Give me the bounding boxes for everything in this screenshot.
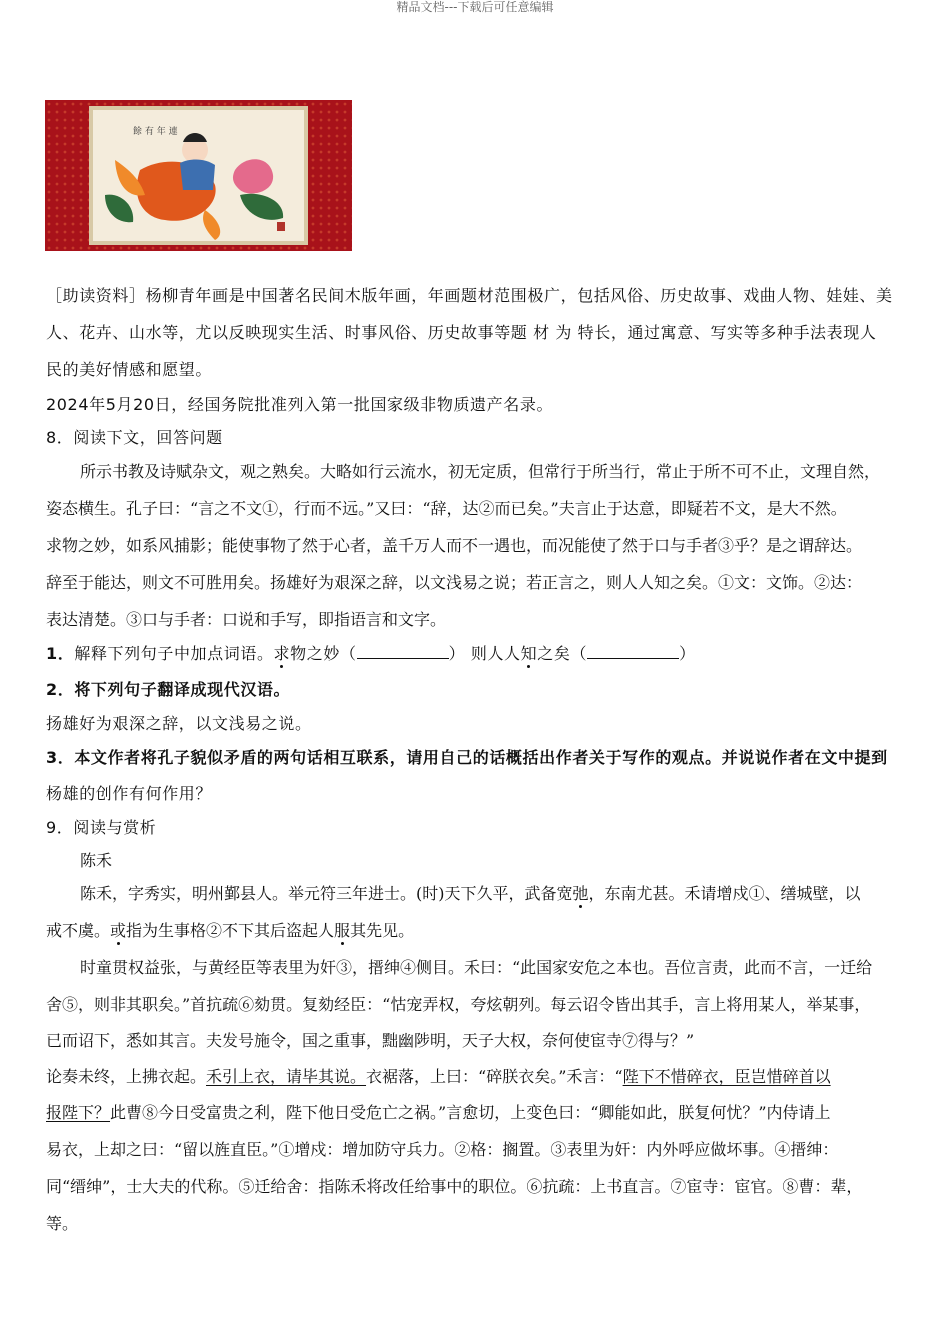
reading-line-3: 民的美好情感和愿望。 <box>46 360 213 379</box>
q8-sub3-b: 杨雄的创作有何作用？ <box>46 784 213 803</box>
reading-line-4: 2024年5月20日，经国务院批准列入第一批国家级非物质遗产名录。 <box>46 395 554 414</box>
q8-passage-3: 求物之妙，如系风捕影；能使事物了然于心者，盖千万人而不一遇也，而况能使了然于口与手者③乎？是之谓辞达。 <box>46 536 863 555</box>
answer-blank-1[interactable] <box>357 644 449 659</box>
q8-passage-2: 姿态横生。孔子曰：“言之不文①，行而不远。”又曰：“辞，达②而已矣。”夫言止于达意，即疑若不文，是大不然。 <box>46 499 847 518</box>
q8-sub2-text: 扬雄好为艰深之辞，以文浅易之说。 <box>46 714 312 733</box>
q9-passage-10: 等。 <box>46 1214 79 1233</box>
nianhua-image <box>45 100 352 251</box>
q9-article-name: 陈禾 <box>80 851 113 870</box>
q8-title: 8．阅读下文，回答问题 <box>46 428 223 447</box>
q9-passage-4: 舍⑤，则非其职矣。”首抗疏⑥劾贯。复劾经臣：“怙宠弄权，夸炫朝列。每云诏令皆出其手，言上将用某人，举某事， <box>46 995 871 1014</box>
q8-passage-4: 辞至于能达，则文不可胜用矣。扬雄好为艰深之辞，以文浅易之说；若正言之，则人人知之矣。①文：文饰。②达： <box>46 573 863 592</box>
q9-passage-3: 时童贯权益张，与黄经臣等表里为奸③，搢绅④侧目。禾曰：“此国家安危之本也。吾位言责，此而不言，一迁给 <box>80 958 873 977</box>
q9-passage-1: 陈禾，字秀实，明州鄞县人。举元符三年进士。(时)天下久平，武备宽弛，东南尤甚。禾请增戍①、缮城壁，以 <box>80 884 861 903</box>
q9-passage-9: 同“缙绅”，士大夫的代称。⑤迁给舍：指陈禾将改任给事中的职位。⑥抗疏：上书直言。⑦宦寺：宦官。⑧曹：辈， <box>46 1177 863 1196</box>
q8-passage-5: 表达清楚。③口与手者：口说和手写，即指语言和文字。 <box>46 610 447 629</box>
nianhua-illustration <box>45 100 352 251</box>
inscription: 餘 有 年 連 <box>133 127 178 137</box>
q8-sub2: 2．将下列句子翻译成现代汉语。 <box>46 680 291 699</box>
page-header: 精品文档---下载后可任意编辑 <box>396 0 554 14</box>
q9-passage-5: 已而诏下，悉如其言。夫发号施令，国之重事，黜幽陟明，天子大权，奈何使宦寺⑦得与？” <box>46 1031 695 1050</box>
q8-sub3-a: 3．本文作者将孔子貌似矛盾的两句话相互联系，请用自己的话概括出作者关于写作的观点。并说说作者在文中提到 <box>46 748 888 767</box>
q9-passage-7: 报陛下？此曹⑧今日受富贵之利，陛下他日受危亡之祸。”言愈切，上变色曰：“卿能如此，朕复何忧？”内侍请上 <box>46 1103 831 1122</box>
q9-passage-6: 论奏未终，上拂衣起。禾引上衣，请毕其说。衣裾落，上曰：“碎朕衣矣。”禾言：“陛下不惜碎衣，臣岂惜碎首以 <box>46 1067 831 1086</box>
reading-line-2: 人、花卉、山水等，尤以反映现实生活、时事风俗、历史故事等题 材 为 特长，通过寓意、写实等多种手法表现人 <box>46 323 877 342</box>
q8-passage-1: 所示书教及诗赋杂文，观之熟矣。大略如行云流水，初无定质，但常行于所当行，常止于所不可不止，文理自然， <box>80 462 881 481</box>
answer-blank-2[interactable] <box>587 644 679 659</box>
q9-passage-2: 戒不虞。或指为生事格②不下其后盗起人服其先见。 <box>46 921 415 940</box>
q9-title: 9．阅读与赏析 <box>46 818 157 837</box>
q9-passage-8: 易衣，上却之曰：“留以旌直臣。”①增戍：增加防守兵力。②格：搁置。③表里为奸：内外呼应做坏事。④搢绅： <box>46 1140 839 1159</box>
q8-sub1: 1．解释下列句子中加点词语。求物之妙（ ） 则人人知之矣（ ） <box>46 644 696 663</box>
reading-line-1: ［助读资料］杨柳青年画是中国著名民间木版年画，年画题材范围极广，包括风俗、历史故事、戏曲人物、娃娃、美 <box>46 286 893 305</box>
